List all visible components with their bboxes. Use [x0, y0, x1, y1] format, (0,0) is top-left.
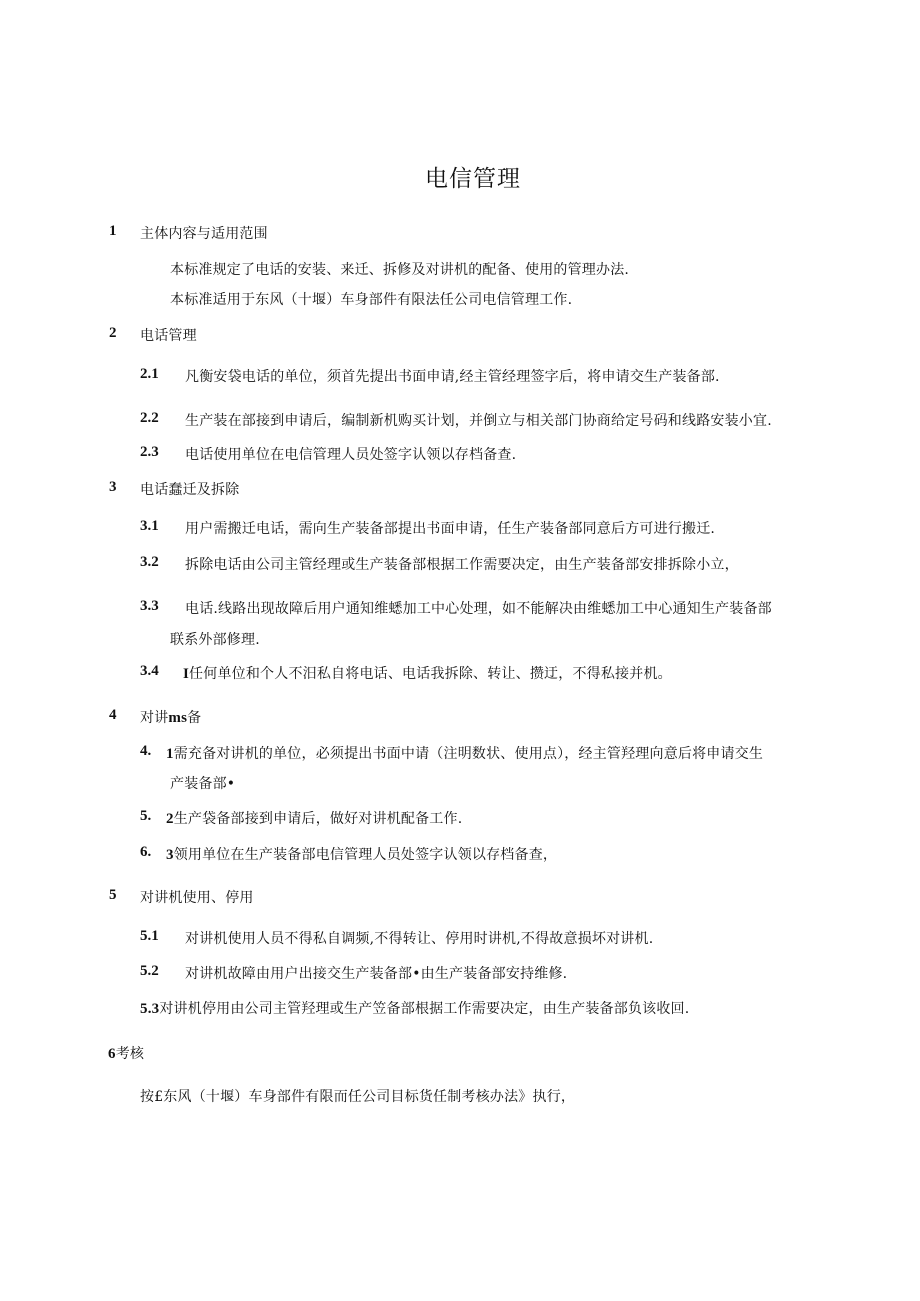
item-4-2-sub: 2	[166, 811, 174, 827]
section-3-heading: 电话蠢迁及拆除	[140, 482, 240, 498]
item-2-3-text: 电话使用单位在电信管理人员处签字认领以存档备查.	[185, 447, 517, 463]
item-4-2-number: 5.	[140, 808, 152, 824]
section-6-heading: 考核	[115, 1046, 145, 1062]
item-4-3-body: 领用单位在生产装备部电信管理人员处签字认领以存档备查，	[173, 847, 558, 863]
item-3-4-text	[183, 663, 672, 683]
item-4-3-text	[166, 844, 557, 864]
item-5-3	[140, 998, 689, 1018]
section-4-heading	[140, 707, 201, 727]
section-4-heading-a: 对讲	[140, 710, 169, 726]
section-2-heading: 电话管理	[140, 328, 197, 344]
item-4-1-sub: 1	[166, 746, 174, 762]
section-6-number: 6	[108, 1046, 116, 1062]
item-3-1-text: 用户需搬迁电话，需向生产装备部提出书面申请，任生产装备部同意后方可进行搬迁.	[185, 521, 716, 537]
item-4-3-sub: 3	[166, 847, 174, 863]
item-3-4-lead: I	[183, 666, 190, 682]
section-1-paragraph-2: 本标准适用于东风（十堰）车身部件有限法任公司电信管理工作.	[170, 292, 573, 308]
item-3-2-number: 3.2	[140, 554, 159, 570]
section-4-number: 4	[109, 707, 117, 723]
item-3-4-body: 任何单位和个人不汨私自将电话、电话我拆除、转让、攒迂，不得私接并机。	[189, 666, 672, 682]
section-6-heading-line	[108, 1043, 144, 1063]
item-2-1-text: 凡衡安袋电话的单位，须首先提出书面申请,经主管经理签字后，将申请交生产装备部.	[185, 369, 720, 385]
item-4-1-continuation: 产装备部•	[170, 776, 236, 792]
item-5-2-text: 对讲机故障由用户出接交生产装备部•由生产装备部安持维修.	[185, 966, 568, 982]
section-5-heading: 对讲机使用、停用	[140, 890, 254, 906]
section-1-paragraph-1: 本标准规定了电话的安装、来迁、拆修及对讲机的配备、使用的管理办法.	[170, 262, 630, 278]
item-3-2-text: 拆除电话由公司主管经理或生产装备部根据工作需要决定，由生产装备部安排拆除小立，	[185, 557, 739, 573]
item-4-1-text	[166, 743, 763, 763]
section-1-number: 1	[109, 223, 117, 239]
item-3-3-continuation: 联系外部修理.	[170, 632, 260, 648]
item-4-2-text	[166, 808, 462, 828]
item-5-2-number: 5.2	[140, 963, 159, 979]
section-4-heading-c: 备	[187, 710, 202, 726]
item-4-1-body: 需充备对讲机的单位，必须提出书面中请（注明数状、使用点），经主管羟理向意后将申请交生	[173, 746, 764, 762]
item-3-3-number: 3.3	[140, 598, 159, 614]
item-5-3-number: 5.3	[140, 1001, 160, 1017]
section-6-paragraph-1: 按£东风（十堰）车身部件有限而任公司目标货任制考核办法》执行，	[140, 1089, 576, 1105]
section-5-number: 5	[109, 887, 117, 903]
item-5-1-text: 对讲机使用人员不得私自调频,不得转让、停用时讲机,不得故意损坏对讲机.	[185, 931, 654, 947]
item-2-1-number: 2.1	[140, 366, 159, 382]
document-title: 电信管理	[425, 166, 521, 192]
item-2-3-number: 2.3	[140, 444, 159, 460]
item-2-2-text: 生产装在部接到申请后，编制新机购买计划，并倒立与相关部门协商给定号码和线路安装小宜.	[185, 413, 772, 429]
item-4-1-number: 4.	[140, 743, 152, 759]
item-2-2-number: 2.2	[140, 410, 159, 426]
item-3-4-number: 3.4	[140, 663, 159, 679]
section-4-heading-b: ms	[168, 710, 188, 726]
section-1-heading: 主体内容与适用范围	[140, 226, 268, 242]
section-2-number: 2	[109, 325, 117, 341]
section-3-number: 3	[109, 479, 117, 495]
item-4-2-body: 生产袋备部接到申请后，做好对讲机配备工作.	[173, 811, 463, 827]
item-3-1-number: 3.1	[140, 518, 159, 534]
item-5-1-number: 5.1	[140, 928, 159, 944]
item-3-3-text: 电话.线路出现故障后用户通知维蟋加工中心处理，如不能解决由维蟋加工中心通知生产装备部	[185, 601, 772, 617]
item-5-3-text: 对讲机停用由公司主管羟理或生产笠备部根据工作需要决定，由生产装备部负该收回.	[159, 1001, 690, 1017]
item-4-3-number: 6.	[140, 844, 152, 860]
